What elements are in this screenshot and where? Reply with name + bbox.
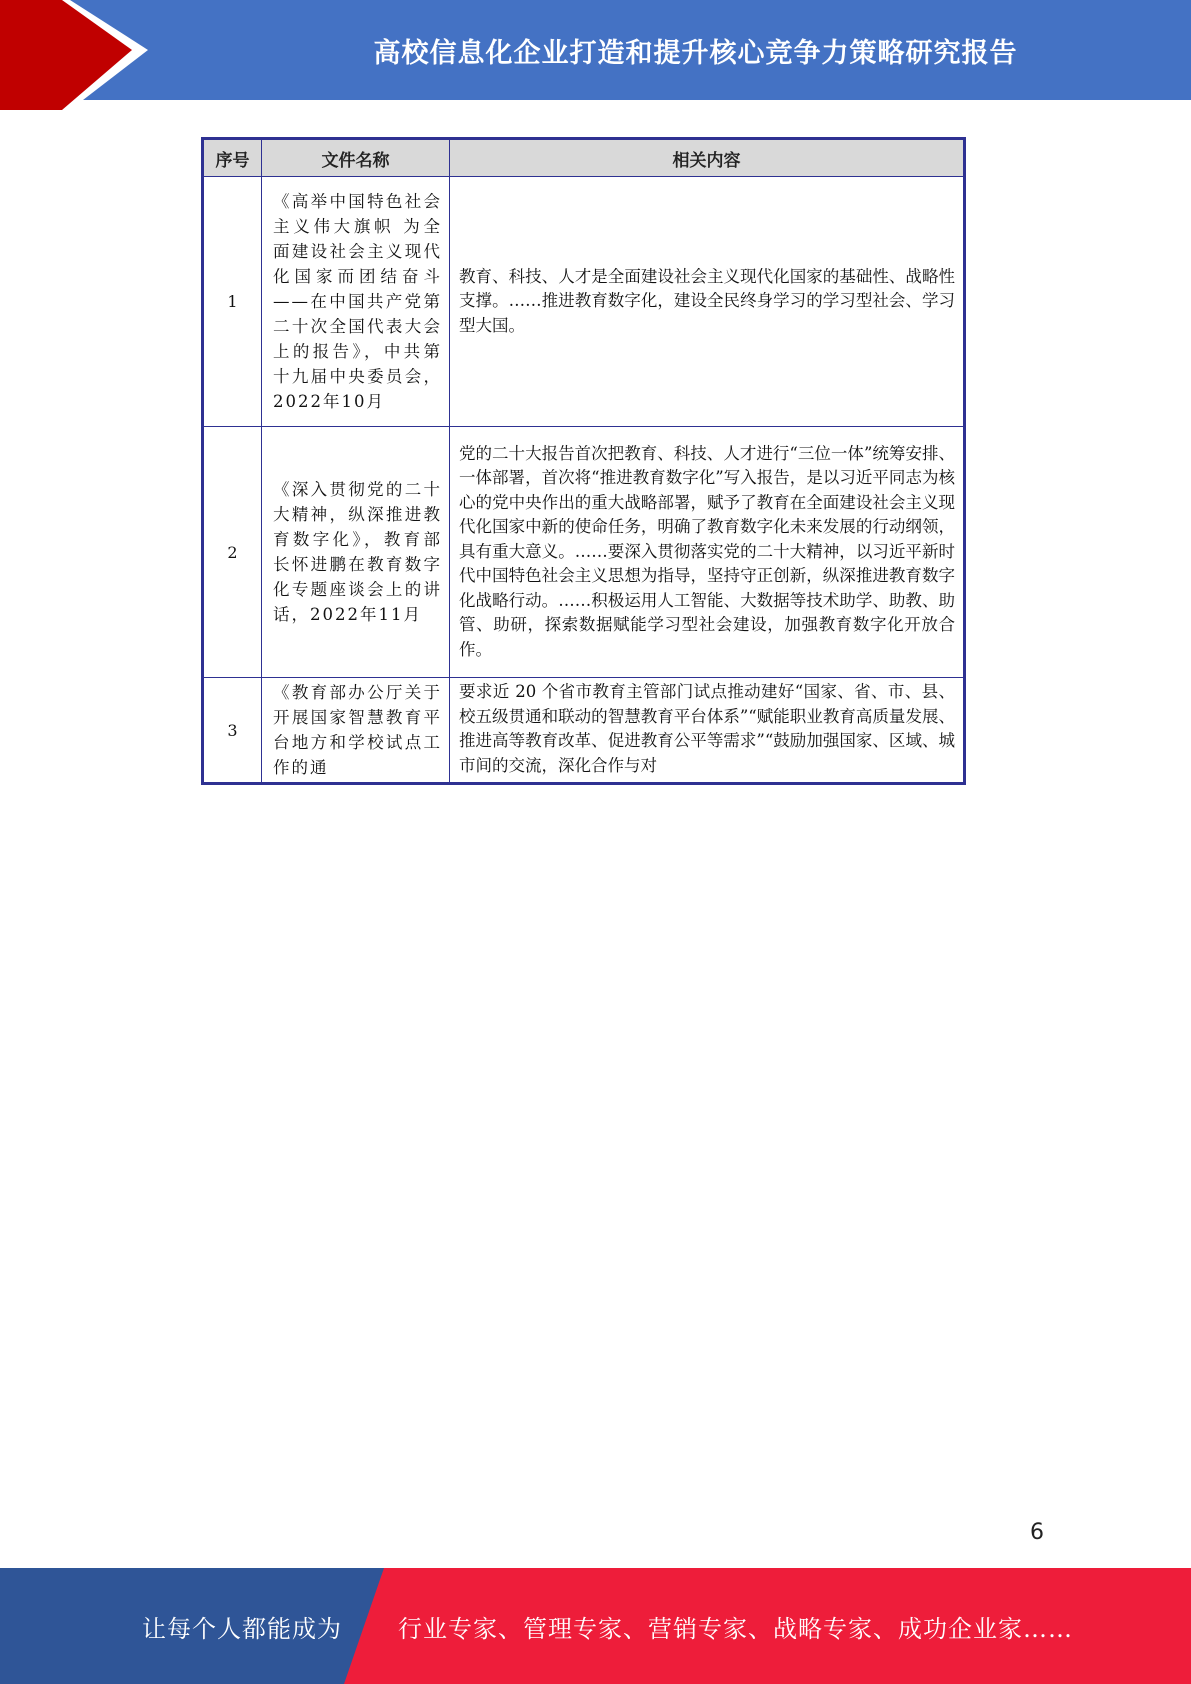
row-number: 3 <box>203 678 262 784</box>
document-name: 《深入贯彻党的二十大精神，纵深推进教育数字化》，教育部长怀进鹏在教育数字化专题座谈会上的讲话，2022年11月 <box>262 427 450 678</box>
footer-slogan-right: 行业专家、管理专家、营销专家、战略专家、成功企业家…… <box>398 1614 1073 1643</box>
table-row <box>203 427 965 678</box>
footer-slogan-left: 让每个人都能成为 <box>142 1614 342 1643</box>
document-name: 《教育部办公厅关于开展国家智慧教育平台地方和学校试点工作的通 <box>273 683 442 777</box>
column-header-no: 序号 <box>203 139 262 177</box>
page-footer <box>0 1568 1191 1684</box>
document-name: 《高举中国特色社会主义伟大旗帜 为全面建设社会主义现代化国家而团结奋斗——在中国共产党第二十次全国代表大会上的报告》，中共第十九届中央委员会，2022年10月 <box>262 177 450 427</box>
document-name-cell <box>262 678 450 784</box>
document-content: 教育、科技、人才是全面建设社会主义现代化国家的基础性、战略性支撑。……推进教育数字化，建设全民终身学习的学习型社会、学习型大国。 <box>450 177 965 427</box>
table-row <box>203 678 965 784</box>
row-number: 1 <box>203 177 262 427</box>
header-title: 高校信息化企业打造和提升核心竞争力策略研究报告 <box>373 37 1018 69</box>
document-content: 党的二十大报告首次把教育、科技、人才进行“三位一体”统筹安排、一体部署，首次将“推进教育数字化”写入报告，是以习近平同志为核心的党中央作出的重大战略部署，赋予了教育在全面建设社会主义现代化国家中新的使命任务，明确了教育数字化未来发展的行动纲领，具有重大意义。……要深入贯彻落实党的二十大精神，以习近平新时代中国特色社会主义思想为指导，坚持守正创新，纵深推进教育数字化战略行动。……积极运用人工智能、大数据等技术助学、助教、助管、助研，探索数据赋能学习型社会建设，加强教育数字化开放合作。 <box>450 427 965 678</box>
page-number: 6 <box>1030 1520 1044 1545</box>
page-header <box>0 0 1191 110</box>
policy-document-table <box>201 137 966 785</box>
document-content: 要求近 20 个省市教育主管部门试点推动建好“国家、省、市、县、校五级贯通和联动的智慧教育平台体系”“赋能职业教育高质量发展、推进高等教育改革、促进教育公平等需求”“鼓励加强国家、区域、城市间的交流，深化合作与对 <box>459 682 955 775</box>
header-red-chevron <box>0 0 132 110</box>
document-content-cell <box>450 678 965 784</box>
table-row <box>203 177 965 427</box>
column-header-name: 文件名称 <box>262 139 450 177</box>
column-header-content: 相关内容 <box>450 139 965 177</box>
row-number: 2 <box>203 427 262 678</box>
table-header-row <box>203 139 965 177</box>
